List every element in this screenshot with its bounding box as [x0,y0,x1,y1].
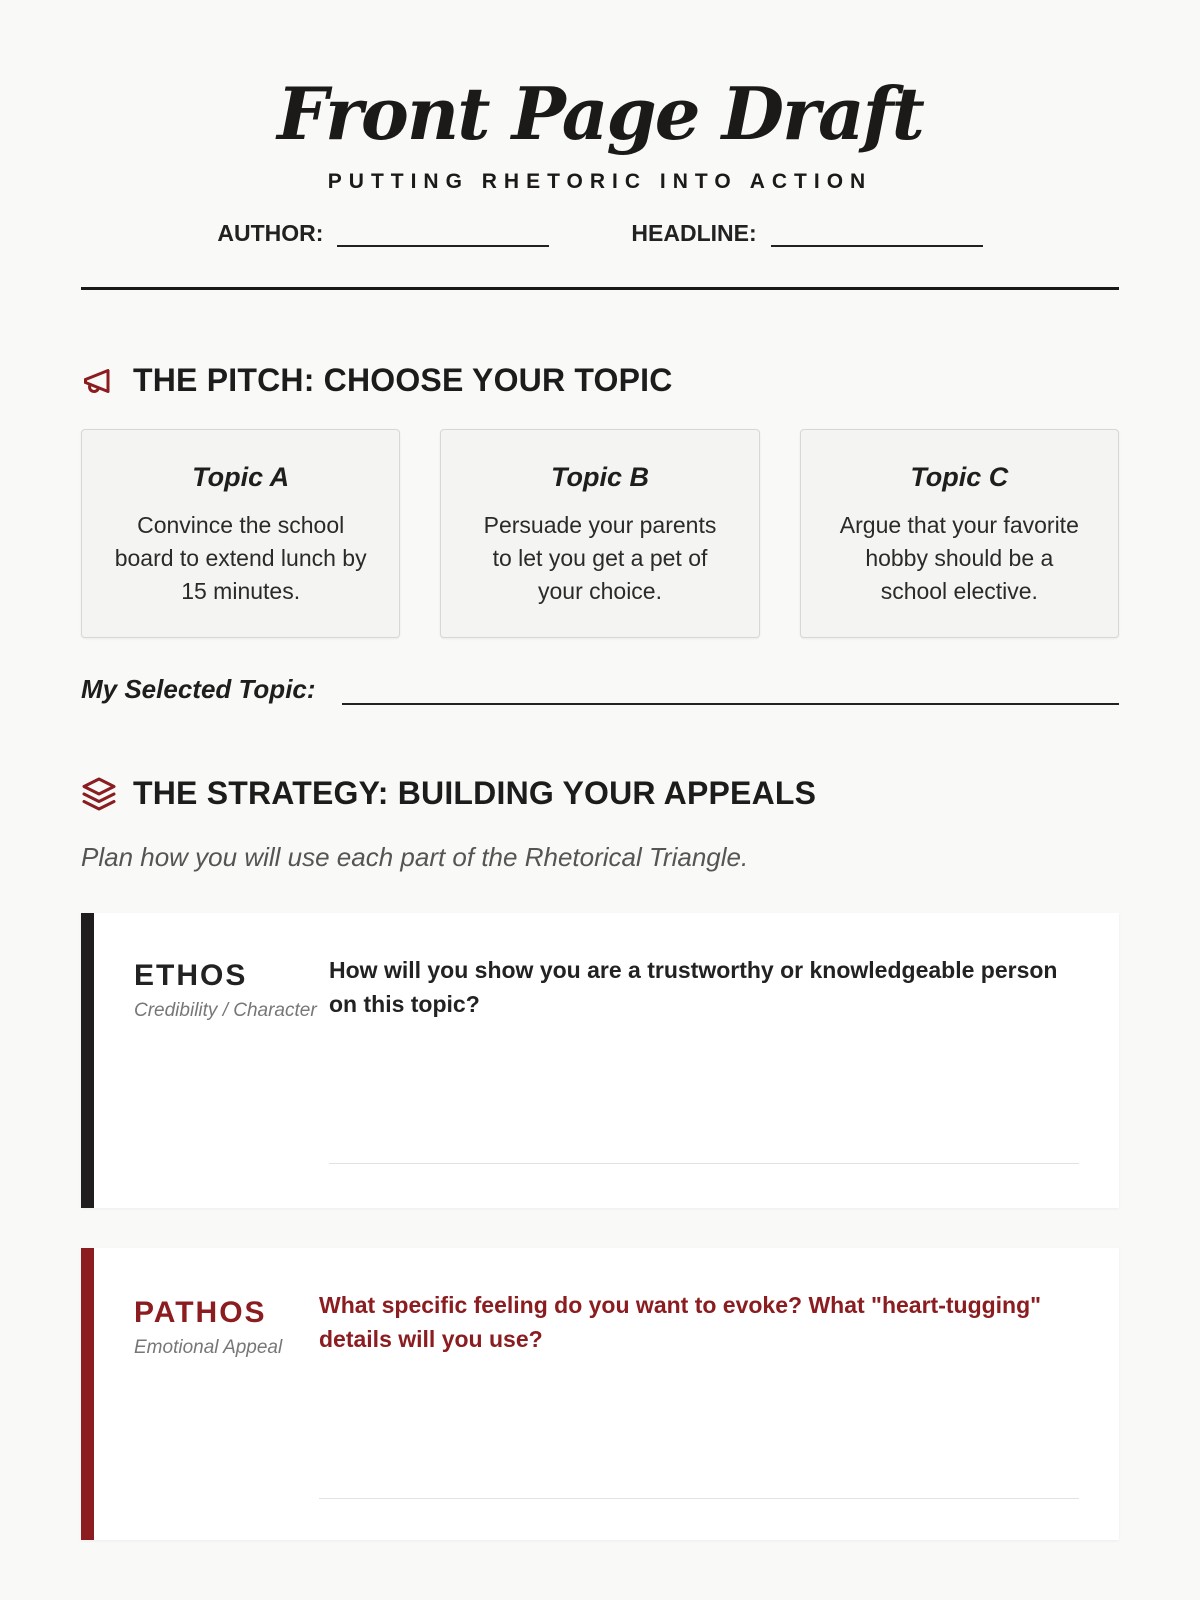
topic-name: Topic A [192,462,290,492]
layers-icon [81,776,117,812]
pitch-heading [81,362,1119,399]
appeal-subtitle: Credibility / Character [134,1000,317,1021]
author-field [217,220,549,247]
topic-card-b[interactable] [440,429,759,638]
topic-description: Convince the school board to extend lunch by 15 minutes. [114,512,367,604]
masthead [81,0,1119,247]
topic-description: Argue that your favorite hobby should be a school elective. [839,512,1079,604]
appeal-name: PATHOS [134,1296,267,1329]
topic-name: Topic B [550,462,649,492]
page-subtitle: PUTTING RHETORIC INTO ACTION [327,170,873,193]
ethos-label-column [94,913,329,1208]
strategy-heading [81,775,1119,812]
ethos-accent-bar [81,913,94,1208]
ethos-answer-line[interactable] [329,1163,1079,1164]
topic-cards [81,429,1119,638]
ethos-prompt-column [329,913,1119,1208]
topic-card-c[interactable] [800,429,1119,638]
strategy-intro: Plan how you will use each part of the Rhetorical Triangle. [81,842,749,872]
selected-topic-input-line[interactable] [342,681,1119,705]
topic-name: Topic C [910,462,1009,492]
meta-row [81,220,1119,247]
selected-topic-row [81,674,1119,705]
author-label: AUTHOR: [217,220,324,246]
appeal-prompt: How will you show you are a trustworthy or knowledgeable person on this topic? [329,957,1058,1017]
pathos-accent-bar [81,1248,94,1540]
pitch-heading-text: THE PITCH: CHOOSE YOUR TOPIC [133,362,673,398]
headline-input-line[interactable] [771,225,983,247]
appeal-name: ETHOS [134,959,248,992]
headline-label: HEADLINE: [631,220,757,246]
appeal-prompt: What specific feeling do you want to evoke? What "heart-tugging" details will you use? [319,1292,1042,1352]
pathos-prompt-column [319,1248,1119,1540]
page-title: Front Page Draft [277,71,923,156]
headline-field [631,220,982,247]
header-divider [81,287,1119,290]
pitch-section [81,362,1119,705]
author-input-line[interactable] [337,225,549,247]
topic-card-a[interactable] [81,429,400,638]
pathos-card [81,1248,1119,1540]
topic-description: Persuade your parents to let you get a pet of your choice. [483,512,717,604]
ethos-card [81,913,1119,1208]
megaphone-icon [81,363,117,399]
selected-topic-label: My Selected Topic: [81,674,316,704]
pathos-label-column [94,1248,319,1540]
pathos-answer-line[interactable] [319,1498,1079,1499]
appeal-subtitle: Emotional Appeal [134,1337,283,1358]
strategy-heading-text: THE STRATEGY: BUILDING YOUR APPEALS [133,775,817,811]
strategy-section [81,775,1119,1540]
